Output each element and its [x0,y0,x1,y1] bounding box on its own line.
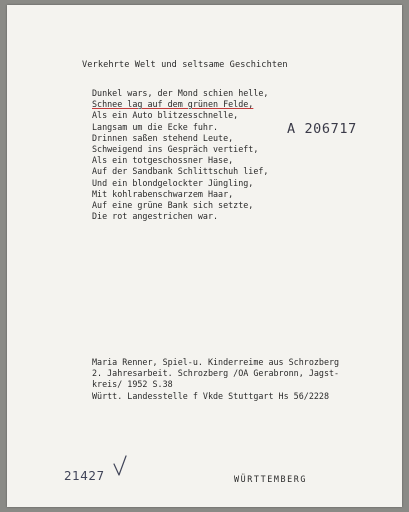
poem-line: Schnee lag auf dem grünen Felde, [92,99,254,110]
source-line: Maria Renner, Spiel-u. Kinderreime aus Schrozberg [92,357,340,367]
source-line: Württ. Landesstelle f Vkde Stuttgart Hs 56/2228 [92,390,329,401]
poem-line: Und ein blondgelockter Jüngling, [92,177,254,188]
poem-line: Die rot angestrichen war. [92,211,219,222]
source-citation [92,357,339,402]
source-line: 2. Jahresarbeit. Schrozberg /OA Gerabronn, Jagst- [92,368,340,379]
poem-line: Drinnen saßen stehend Leute, [92,132,234,143]
poem-line: Dunkel wars, der Mond schien helle, [92,88,269,98]
poem-line: Als ein totgeschossner Hase, [92,155,234,166]
poem-line: Mit kohlrabenschwarzem Haar, [92,188,234,199]
archive-stamp-number: A 206717 [287,121,357,137]
poem-line: Auf der Sandbank Schlittschuh lief, [92,166,269,177]
poem-line: Auf eine grüne Bank sich setzte, [92,199,254,210]
poem-text [92,88,268,222]
poem-line: Schweigend ins Gespräch vertieft, [92,143,259,154]
checkmark-icon [113,455,127,477]
archive-card [7,5,402,507]
poem-line: Als ein Auto blitzesschnelle, [92,110,239,121]
source-line: kreis/ 1952 S.38 [92,379,173,390]
poem-line: Langsam um die Ecke fuhr. [92,121,219,132]
region-label: WÜRTTEMBERG [234,474,308,484]
document-title: Verkehrte Welt und seltsame Geschichten [82,60,288,70]
handwritten-number: 21427 [64,469,105,483]
